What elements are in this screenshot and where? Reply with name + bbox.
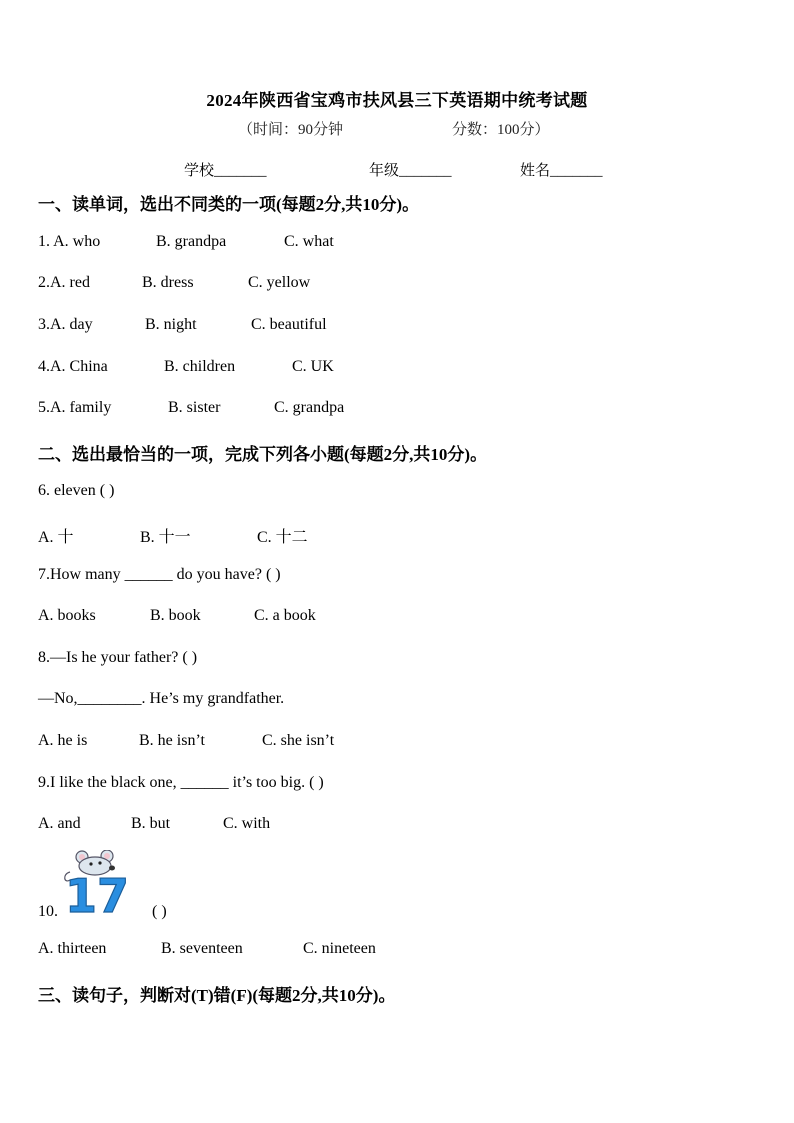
option-a[interactable]: A. day <box>50 316 93 333</box>
question-7-options <box>38 607 316 625</box>
option-a[interactable]: A. thirteen <box>38 940 107 957</box>
grade-field[interactable]: 年级_______ <box>369 163 452 179</box>
exam-time: （时间：90分钟 <box>238 122 344 138</box>
page-title: 2024年陕西省宝鸡市扶风县三下英语期中统考试题 <box>206 91 588 110</box>
option-c[interactable]: C. beautiful <box>251 316 327 333</box>
option-b[interactable]: B. night <box>145 316 197 333</box>
question-7-stem: 7.How many ______ do you have? ( ) <box>38 566 281 583</box>
mouse-seventeen-icon <box>62 850 142 916</box>
section-3-title: 三、读句子，判断对(T)错(F)(每题2分,共10分)。 <box>38 986 396 1005</box>
option-a[interactable]: A. who <box>53 233 101 250</box>
option-a[interactable]: A. he is <box>38 732 88 749</box>
question-6-stem: 6. eleven ( ) <box>38 482 115 499</box>
question-9-options <box>38 815 271 833</box>
question-10-blank[interactable]: ( ) <box>152 903 167 920</box>
option-a[interactable]: A. books <box>38 607 96 624</box>
exam-score: 分数：100分） <box>452 122 550 138</box>
option-a[interactable]: A. 十 <box>38 529 74 546</box>
school-field[interactable]: 学校_______ <box>184 163 267 179</box>
question-9-stem: 9.I like the black one, ______ it’s too big. ( ) <box>38 774 324 791</box>
question-6-options <box>38 524 308 547</box>
name-field[interactable]: 姓名_______ <box>520 163 603 179</box>
option-b[interactable]: B. sister <box>168 399 221 416</box>
option-c[interactable]: C. grandpa <box>274 399 345 416</box>
option-b[interactable]: B. seventeen <box>161 940 243 957</box>
option-c[interactable]: C. with <box>223 815 271 832</box>
option-c[interactable]: C. 十二 <box>257 529 308 546</box>
option-b[interactable]: B. children <box>164 358 236 375</box>
number-17-label: 17 <box>65 869 130 916</box>
option-c[interactable]: C. a book <box>254 607 316 624</box>
option-b[interactable]: B. book <box>150 607 201 624</box>
question-10-number: 10. <box>38 903 58 920</box>
question-10-options <box>38 940 376 958</box>
question-1: 1. A. who B. grandpa C. what <box>38 233 334 250</box>
mouse-seventeen-picture <box>62 850 142 916</box>
option-c[interactable]: C. what <box>284 233 334 250</box>
option-c[interactable]: C. UK <box>292 358 334 375</box>
option-a[interactable]: A. China <box>50 358 108 375</box>
option-c[interactable]: C. she isn’t <box>262 732 335 749</box>
section-1-title: 一、读单词，选出不同类的一项(每题2分,共10分)。 <box>38 195 420 214</box>
option-b[interactable]: B. but <box>131 815 171 832</box>
question-4: 4.A. China B. children C. UK <box>38 358 334 375</box>
option-c[interactable]: C. nineteen <box>303 940 376 957</box>
option-a[interactable]: A. family <box>50 399 112 416</box>
option-b[interactable]: B. he isn’t <box>139 732 205 749</box>
question-3: 3.A. day B. night C. beautiful <box>38 316 327 333</box>
option-a[interactable]: A. red <box>50 274 90 291</box>
question-2: 2.A. red B. dress C. yellow <box>38 274 311 291</box>
option-c[interactable]: C. yellow <box>248 274 311 291</box>
option-b[interactable]: B. dress <box>142 274 194 291</box>
option-a[interactable]: A. and <box>38 815 81 832</box>
question-8-line2: —No,________. He’s my grandfather. <box>38 690 285 707</box>
section-2-title: 二、选出最恰当的一项，完成下列各小题(每题2分,共10分)。 <box>38 445 488 464</box>
question-8-options <box>38 732 335 750</box>
question-8-stem: 8.—Is he your father? ( ) <box>38 649 198 666</box>
option-b[interactable]: B. 十一 <box>140 529 191 546</box>
question-5: 5.A. family B. sister C. grandpa <box>38 399 345 416</box>
option-b[interactable]: B. grandpa <box>156 233 227 250</box>
